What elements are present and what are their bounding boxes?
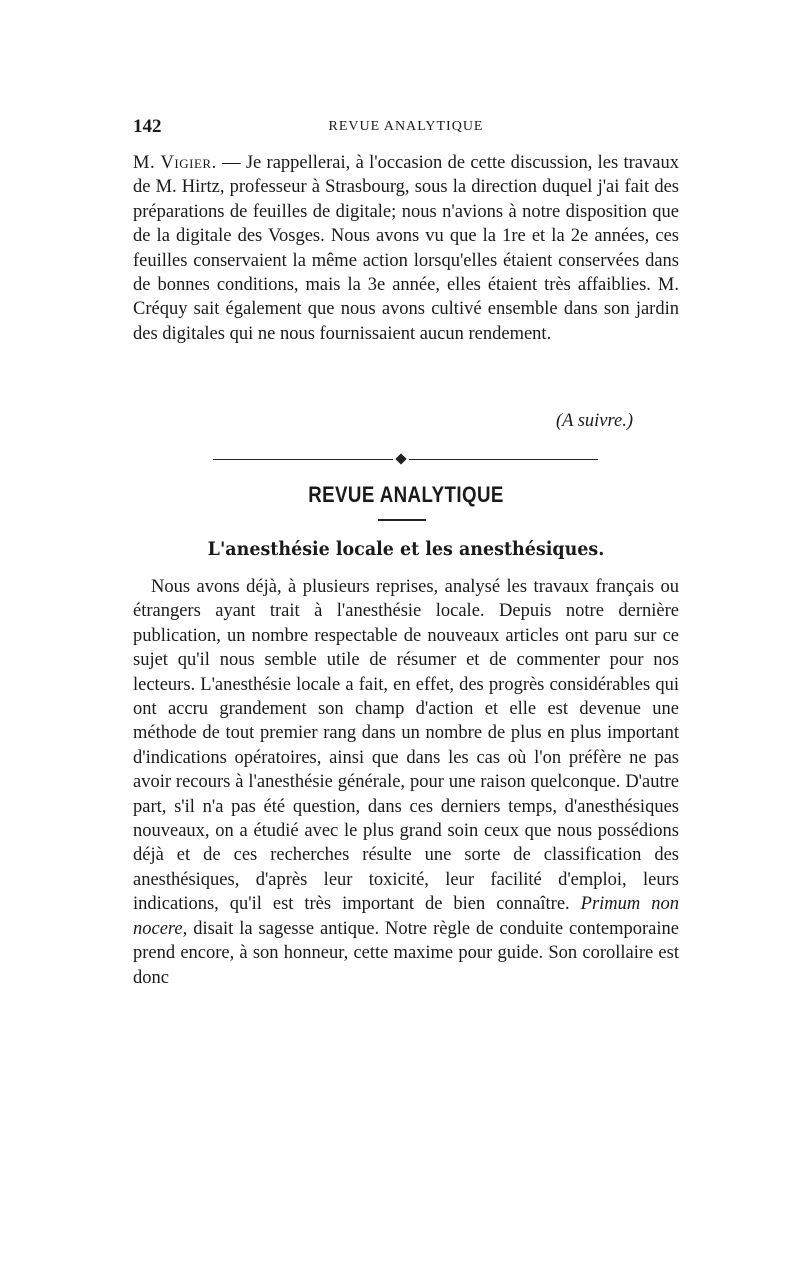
diamond-icon [395, 453, 406, 464]
page-number: 142 [133, 116, 162, 137]
section-title: REVUE ANALYTIQUE [308, 482, 504, 507]
divider-line-right [409, 459, 598, 460]
running-head: REVUE ANALYTIQUE [328, 119, 484, 134]
a-suivre: (A suivre.) [555, 411, 633, 431]
title-rule [378, 519, 426, 521]
paragraph-text-after: disait la sagesse antique. Notre règle de conduite contemporaine prend encore, à son honneur, cette maxime pour guide. Son corollaire est donc [133, 918, 679, 988]
paragraph-text-before: Nous avons déjà, à plusieurs reprises, analysé les travaux français ou étrangers ayant trait à l'anesthésie locale. Depuis notre dernière publication, un nombre respectable de nouveaux articles ont paru sur ce sujet qu'il nous semble utile de résumer et de commenter pour nos lecteurs. L'anesthésie locale a fait, en effet, des progrès considérables qui ont accru grandement son champ d'action et elle est devenue une méthode de tout premier rang dans un nombre de plus en plus important d'indications opératoires, ainsi que dans les cas où l'on préfère ne pas avoir recours à l'anesthésie générale, pour une raison quelconque. D'autre part, s'il n'a pas été question, dans ces derniers temps, d'anesthésiques nouveaux, on a étudié avec le plus grand soin ceux que nous possédions déjà et de ces recherches résulte une sorte de classification des anesthésiques, d'après leur toxicité, leur facilité d'emploi, leurs indications, qu'il est très important de bien connaître. [133, 577, 679, 915]
page-header [133, 116, 679, 138]
speaker-name: M. Vigier. [133, 153, 217, 173]
section-divider-ornament [213, 452, 598, 468]
paragraph-anesthesie [133, 575, 679, 990]
latin-maxim: Primum non nocere, [133, 894, 679, 939]
article-subheading: L'anesthésie locale et les anesthésiques. [207, 538, 605, 560]
paragraph-vigier [133, 151, 679, 346]
paragraph-vigier-text: — Je rappellerai, à l'occasion de cette discussion, les travaux de M. Hirtz, professeur à Strasbourg, sous la direction duquel j'ai fait des préparations de feuilles de digitale; nous n'avions à notre disposition que de la digitale des Vosges. Nous avons vu que la 1re et la 2e années, ces feuilles conservaient la même action lorsqu'elles étaient conservées dans de bonnes conditions, mais la 3e année, elles étaient très affaiblies. M. Créquy sait également que nous avons cultivé ensemble dans son jardin des digitales qui ne nous fournissaient aucun rendement. [133, 153, 679, 344]
divider-line-left [213, 459, 393, 460]
